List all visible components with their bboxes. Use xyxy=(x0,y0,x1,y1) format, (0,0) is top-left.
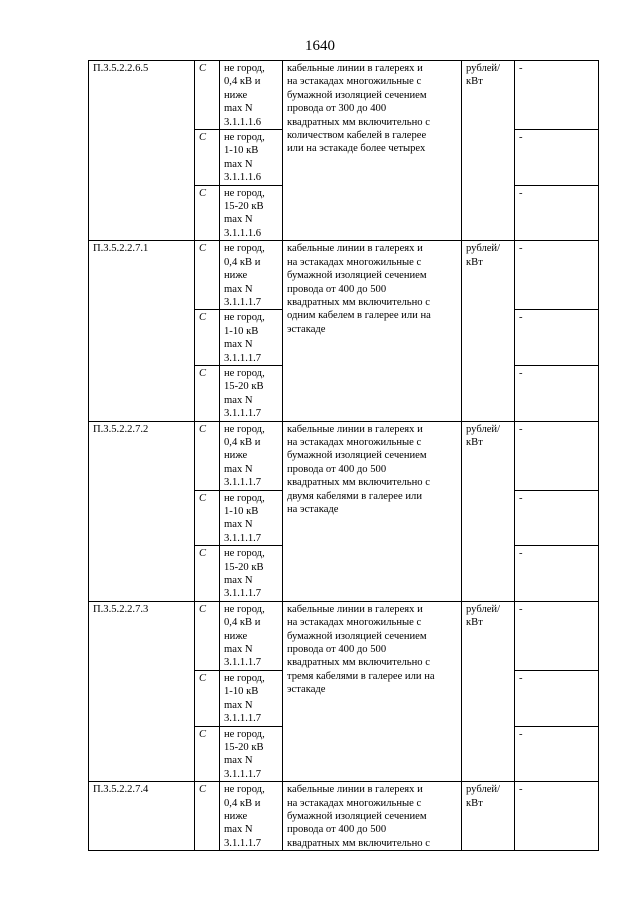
condition-line: 1-10 кВ xyxy=(224,506,259,517)
unit-cell: рублей/ кВт xyxy=(462,241,515,421)
condition-cell xyxy=(220,421,283,490)
category-cell: С xyxy=(195,241,220,310)
table-row xyxy=(89,421,599,490)
table-row xyxy=(89,782,599,851)
condition-line: ниже xyxy=(224,89,248,101)
category-cell: С xyxy=(195,61,220,130)
condition-line: max N xyxy=(224,463,253,475)
condition-line: max N xyxy=(224,575,253,587)
condition-line: 1-10 кВ xyxy=(224,325,259,337)
condition-line: max N xyxy=(224,158,253,170)
condition-line: ниже xyxy=(224,270,248,282)
condition-line: max N xyxy=(224,755,253,767)
description-cell: кабельные линии в галереях и на эстакадах многожильные с бумажной изоляцией сечением провода от 400 до 500 квадратных мм включительно с двумя кабелями в галерее или на эстакаде xyxy=(283,421,462,601)
condition-line: не город, xyxy=(224,423,265,435)
condition-cell xyxy=(220,310,283,366)
condition-line: не город, xyxy=(224,312,265,324)
page-number: 1640 xyxy=(305,38,335,54)
condition-line: 0,4 кВ и xyxy=(224,617,261,629)
condition-line: не город, xyxy=(224,243,265,255)
unit-cell: рублей/ кВт xyxy=(462,782,515,851)
condition-cell xyxy=(220,601,283,670)
condition-line: не город, xyxy=(224,63,265,74)
condition-line: max N xyxy=(224,824,253,836)
condition-line: не город, xyxy=(224,187,265,199)
category-cell: С xyxy=(195,185,220,241)
condition-cell xyxy=(220,61,283,130)
category-cell: С xyxy=(195,490,220,546)
condition-line: ниже xyxy=(224,810,248,822)
condition-line: 1-10 кВ xyxy=(224,686,259,698)
price-cell: - xyxy=(515,421,599,490)
condition-line: 3.1.1.1.7 xyxy=(224,408,262,420)
condition-line: не город, xyxy=(224,603,265,615)
condition-line: 3.1.1.1.7 xyxy=(224,657,262,669)
condition-cell xyxy=(220,546,283,602)
condition-line: не город, xyxy=(224,367,265,379)
price-cell: - xyxy=(515,310,599,366)
condition-cell xyxy=(220,490,283,546)
price-cell: - xyxy=(515,782,599,851)
condition-line: 0,4 кВ и xyxy=(224,797,261,809)
price-cell: - xyxy=(515,61,599,130)
price-cell: - xyxy=(515,185,599,241)
table-row xyxy=(89,601,599,670)
condition-line: не город, xyxy=(224,728,265,740)
price-cell: - xyxy=(515,726,599,782)
condition-line: не город, xyxy=(224,132,265,144)
unit-cell: рублей/ кВт xyxy=(462,61,515,241)
condition-line: не город, xyxy=(224,492,265,504)
condition-cell xyxy=(220,365,283,421)
condition-line: 3.1.1.1.7 xyxy=(224,588,262,600)
item-code: П.3.5.2.2.7.3 xyxy=(89,601,195,781)
condition-line: 15-20 кВ xyxy=(224,381,264,393)
price-cell: - xyxy=(515,490,599,546)
price-cell: - xyxy=(515,241,599,310)
condition-line: 1-10 кВ xyxy=(224,145,259,157)
price-cell: - xyxy=(515,365,599,421)
category-cell: С xyxy=(195,726,220,782)
condition-line: 3.1.1.1.7 xyxy=(224,532,262,544)
condition-line: не город, xyxy=(224,672,265,684)
condition-line: max N xyxy=(224,339,253,351)
category-cell: С xyxy=(195,310,220,366)
condition-line: 3.1.1.1.7 xyxy=(224,768,262,780)
condition-line: 3.1.1.1.7 xyxy=(224,296,262,308)
category-cell: С xyxy=(195,546,220,602)
condition-line: 3.1.1.1.6 xyxy=(224,227,262,239)
condition-cell xyxy=(220,130,283,186)
condition-line: 0,4 кВ и xyxy=(224,436,261,448)
condition-line: max N xyxy=(224,214,253,226)
condition-line: ниже xyxy=(224,630,248,642)
condition-line: max N xyxy=(224,394,253,406)
item-code: П.3.5.2.2.6.5 xyxy=(89,61,195,241)
description-cell: кабельные линии в галереях и на эстакадах многожильные с бумажной изоляцией сечением провода от 300 до 400 квадратных мм включительно с количеством кабелей в галерее или на эстакаде более четырех xyxy=(283,61,462,241)
condition-line: 15-20 кВ xyxy=(224,741,264,753)
category-cell: С xyxy=(195,782,220,851)
price-cell: - xyxy=(515,546,599,602)
condition-cell xyxy=(220,185,283,241)
price-cell: - xyxy=(515,130,599,186)
condition-line: max N xyxy=(224,103,253,115)
condition-line: 3.1.1.1.7 xyxy=(224,837,262,849)
condition-line: 3.1.1.1.7 xyxy=(224,352,262,364)
price-cell: - xyxy=(515,601,599,670)
condition-line: 3.1.1.1.6 xyxy=(224,172,262,184)
category-cell: С xyxy=(195,601,220,670)
category-cell: С xyxy=(195,670,220,726)
category-cell: С xyxy=(195,421,220,490)
condition-line: не город, xyxy=(224,784,265,796)
category-cell: С xyxy=(195,365,220,421)
table-row xyxy=(89,241,599,310)
condition-line: 3.1.1.1.7 xyxy=(224,713,262,725)
tariff-table xyxy=(88,60,599,851)
condition-cell xyxy=(220,241,283,310)
condition-line: max N xyxy=(224,644,253,656)
description-cell: кабельные линии в галереях и на эстакадах многожильные с бумажной изоляцией сечением провода от 400 до 500 квадратных мм включительно с одним кабелем в галерее или на эстакаде xyxy=(283,241,462,421)
category-cell: С xyxy=(195,130,220,186)
condition-line: 15-20 кВ xyxy=(224,561,264,573)
item-code: П.3.5.2.2.7.2 xyxy=(89,421,195,601)
item-code: П.3.5.2.2.7.1 xyxy=(89,241,195,421)
condition-line: 3.1.1.1.7 xyxy=(224,477,262,489)
item-code: П.3.5.2.2.7.4 xyxy=(89,782,195,851)
price-cell: - xyxy=(515,670,599,726)
condition-line: max N xyxy=(224,699,253,711)
condition-line: max N xyxy=(224,283,253,295)
condition-line: 0,4 кВ и xyxy=(224,76,261,88)
unit-cell: рублей/ кВт xyxy=(462,421,515,601)
condition-line: не город, xyxy=(224,548,265,560)
condition-line: ниже xyxy=(224,450,248,462)
condition-cell xyxy=(220,670,283,726)
table-row xyxy=(89,61,599,130)
condition-cell xyxy=(220,726,283,782)
condition-line: 3.1.1.1.6 xyxy=(224,116,262,128)
description-cell: кабельные линии в галереях и на эстакадах многожильные с бумажной изоляцией сечением провода от 400 до 500 квадратных мм включительно с xyxy=(283,782,462,851)
unit-cell: рублей/ кВт xyxy=(462,601,515,781)
condition-line: max N xyxy=(224,519,253,531)
condition-cell xyxy=(220,782,283,851)
condition-line: 15-20 кВ xyxy=(224,201,264,213)
description-cell: кабельные линии в галереях и на эстакадах многожильные с бумажной изоляцией сечением провода от 400 до 500 квадратных мм включительно с тремя кабелями в галерее или на эстакаде xyxy=(283,601,462,781)
condition-line: 0,4 кВ и xyxy=(224,256,261,268)
